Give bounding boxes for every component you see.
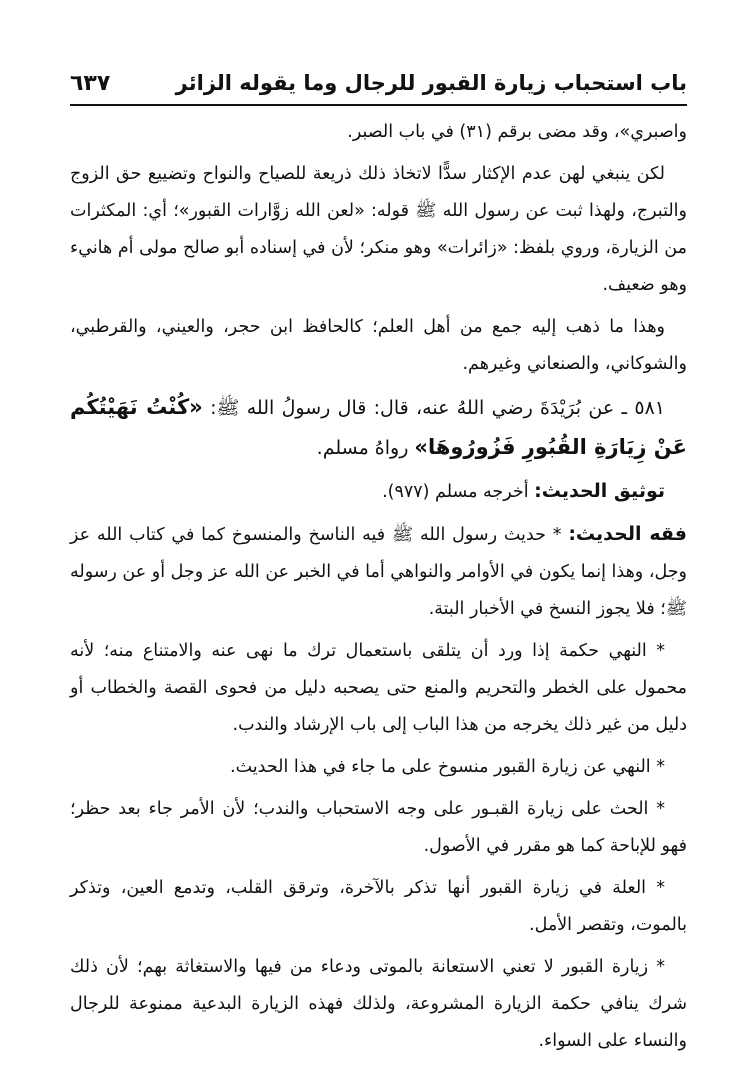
bullet-4: * العلة في زيارة القبور أنها تذكر بالآخرة، وترقق القلب، وتدمع العين، وتذكر بالموت، وتقصر الأمل.: [70, 878, 687, 935]
fiqh-paragraph: [70, 516, 687, 628]
bullet-3: * الحث على زيارة القبـور على وجه الاستحباب والندب؛ لأن الأمر جاء بعد حظر؛ فهو للإباحة كما هو مقرر في الأصول.: [70, 799, 687, 856]
page-header: [70, 62, 687, 106]
paragraph-1: واصبري»، وقد مضى برقم (٣١) في باب الصبر.: [347, 122, 687, 142]
fiqh-text: * حديث رسول الله ﷺ فيه الناسخ والمنسوخ كما في كتاب الله عز وجل، وهذا إنما يكون في الأوامر والنواهي أما في الخبر عن الله عز وجل أو عن رسوله ﷺ؛ فلا يجوز النسخ في الأخبار البتة.: [70, 525, 687, 619]
takhrij-paragraph: [70, 473, 687, 511]
bullet-2: * النهي عن زيارة القبور منسوخ على ما جاء في هذا الحديث.: [230, 757, 665, 777]
fiqh-label: فقه الحديث:: [568, 523, 687, 545]
takhrij-label: توثيق الحديث:: [534, 480, 665, 502]
paragraph-3: وهذا ما ذهب إليه جمع من أهل العلم؛ كالحافظ ابن حجر، والعيني، والقرطبي، والشوكاني، والصنعاني وغيرهم.: [70, 317, 687, 374]
hadith-581: [70, 388, 687, 468]
hadith-end: رواهُ مسلم.: [316, 437, 415, 459]
bullet-5: * زيارة القبور لا تعني الاستعانة بالموتى ودعاء من فيها والاستغاثة بهم؛ لأن ذلك شرك ينافي حكمة الزيارة المشروعة، ولذلك فهذه الزيارة البدعية ممنوعة للرجال والنساء على السواء.: [70, 957, 687, 1051]
paragraph-2: لكن ينبغي لهن عدم الإكثار سدًّا لاتخاذ ذلك ذريعة للصياح والنواح وتضييع حق الزوج والتبرج، ولهذا ثبت عن رسول الله ﷺ قوله: «لعن الله زوَّارات القبور»؛ أي: المكثرات من الزيارة، وروي بلفظ: «زائرات» وهو منكر؛ لأن في إسناده أبو صالح مولى أم هانيء وهو ضعيف.: [70, 164, 687, 295]
page-number: ٦٣٧: [70, 70, 111, 96]
bullet-1: * النهي حكمة إذا ورد أن يتلقى باستعمال ترك ما نهى عنه والامتناع منه؛ لأنه محمول على الخطر والتحريم والمنع حتى يصحبه دليل من فحوى القصة والخطاب أو دليل من غير ذلك يخرجه من هذا الباب إلى باب الإرشاد والندب.: [70, 641, 687, 735]
takhrij-text: أخرجه مسلم (٩٧٧).: [382, 482, 535, 502]
chapter-title: باب استحباب زيارة القبور للرجال وما يقوله الزائر: [175, 71, 687, 95]
hadith-quote: «كُنْتُ نَهَيْتُكُم عَنْ زِيَارَةِ القُبُورِ فَزُورُوهَا»: [70, 395, 687, 459]
page-body: [70, 114, 687, 1065]
hadith-intro: ٥٨١ ـ عن بُرَيْدَةَ رضي اللهُ عنه، قال: قال رسولُ الله ﷺ:: [202, 397, 665, 419]
